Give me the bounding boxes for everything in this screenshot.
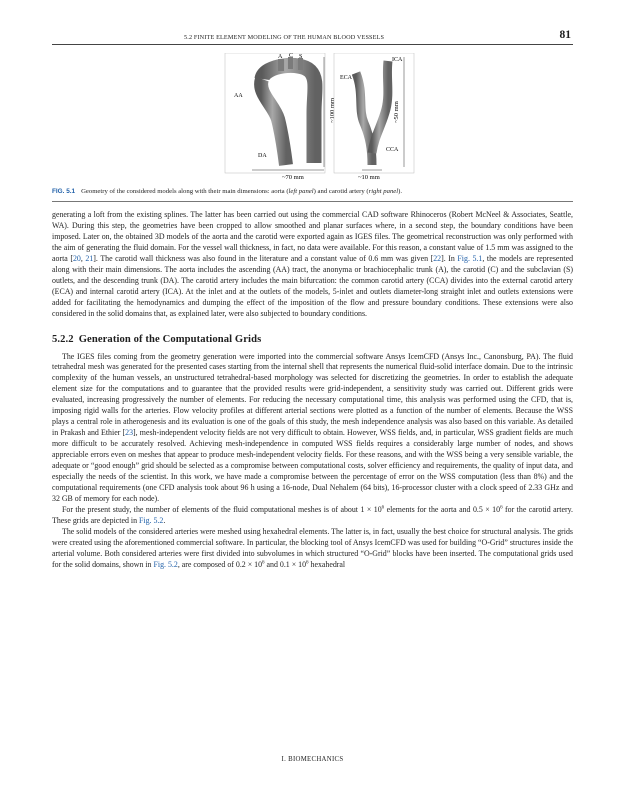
p4-text-c: and 0.1 × 10	[264, 559, 307, 569]
figure-caption	[52, 187, 573, 196]
page-content	[52, 28, 573, 571]
label-ica: ICA	[392, 57, 403, 63]
caption-text	[81, 188, 402, 195]
carotid-width-label: ~10 mm	[358, 174, 380, 181]
p3-text-d: .	[163, 515, 166, 525]
caption-label: FIG. 5.1	[52, 188, 76, 195]
p4-text-b: , are composed of 0.2 × 10	[177, 559, 263, 569]
p2-text-b: ], mesh-independent velocity fields are not very difficult to obtain. However, WSS fields, and, in particular, WSS gradient fields are much more difficult to be accurately resolved. Achieving mesh-independence in computed WSS fields requires a considerably large number of nodes, and shows appreciable errors even on meshes that appear to produce mesh-independent velocity fields. For these reasons, and with the WSS being a very sensible variable, the adequate or “good enough” grid should be selected as a compromise between computational costs, solver efficiency and requirements, the quality of input data, and especially the needs of the scientist. In this work, we have made a compromise between the percentage of error on the WSS computation (less than 8%) and the computational requirements (one CFD analysis took about 96 h using a 16-node, Dual Nehalem (64 bits), 16-processor cluster with a clock speed of 2.33 GHz and 32 GB of memory for each node).	[52, 428, 574, 503]
caption-left-panel: left panel	[288, 188, 314, 195]
section-number: 5.2.2	[52, 333, 74, 345]
p4-exponent-1: 6	[262, 560, 265, 566]
caption-right-panel: right panel	[368, 188, 399, 195]
label-c: C	[289, 53, 294, 59]
figure-5-1	[52, 53, 573, 183]
p1-text-b: ,	[80, 253, 86, 263]
aorta-model	[261, 57, 315, 165]
section-title: Generation of the Computational Grids	[78, 333, 262, 345]
label-s: S	[299, 54, 303, 60]
p3-exponent-2: 6	[500, 505, 503, 511]
paragraph-1	[52, 210, 573, 320]
label-a: A	[278, 54, 283, 60]
paragraph-3	[52, 505, 573, 527]
p2-text-a: The IGES files coming from the geometry generation were imported into the commercial software Ansys IcemCFD (Ansys Inc., Canonsburg, PA). The fluid tetrahedral mesh was generated for the presented cases starting from the internal shell that represents the numerical fluid-solid interface domain. Due to the intrinsic complexity of the human vessels, an unstructured tetrahedral-based morphology was selected for discretizing the geometries. In order to establish the adequate element size for the computations and to guarantee that the provided results were grid-independent, a sensitivity study was carried out. Different grids were evaluated, increasing progressively the number of elements. For reducing the necessary computational time, this analysis was performed using the CFD, that is, imposing rigid walls for the arteries. Flow velocity profiles at different arterial sections were plotted as a function of the number of elements. Because the WSS plays a central role in atherogenesis and its evaluation is one of the goals of this study, the mesh independence analysis was also based on this variable. As detailed in Prakash and Ethier [	[52, 351, 573, 438]
paragraph-2	[52, 352, 573, 505]
p1-text-d: ]. In	[441, 253, 458, 263]
label-aa: AA	[234, 93, 243, 99]
page-number: 81	[559, 29, 571, 41]
p3-text-b: elements for the aorta and 0.5 × 10	[384, 504, 501, 514]
p3-text-c: for the carotid artery. These grids are depicted in	[52, 504, 573, 525]
p1-text-a: generating a loft from the existing splines. The latter has been carried out using the commercial CAD software Rhinoceros (Robert McNeel & Associates, Seattle, WA). During this step, the geometries have been cropped to allow smoothed and planar surfaces where, in a second step, the boundary conditions have been imposed. Later on, the obtained 3D models of the aorta and the carotid were exported again as IGES files. The geometrical reconstruction was only performed with the aim of generating the fluid domain. For the vessel wall thickness, in fact, no data were available. For this reason, a constant value of 1.5 mm was assigned to the aorta [	[52, 210, 573, 263]
aorta-height-label: ~100 mm	[329, 97, 336, 123]
caption-pre: Geometry of the considered models along with their main dimensions: aorta (	[81, 188, 289, 195]
caption-post: ).	[398, 188, 403, 195]
figure-5-1-graphic	[52, 53, 573, 183]
paragraph-4	[52, 527, 573, 571]
label-da: DA	[258, 153, 267, 159]
p4-exponent-2: 6	[306, 560, 309, 566]
fig-link-5-2[interactable]: Fig. 5.2	[138, 515, 164, 525]
ref-link-23[interactable]: 23	[125, 428, 134, 438]
carotid-ica-shape	[372, 61, 388, 153]
fig-link-5-2-second[interactable]: Fig. 5.2	[153, 559, 178, 569]
p3-exponent-1: 6	[381, 505, 385, 511]
running-head	[52, 28, 573, 45]
caption-divider	[52, 201, 573, 202]
p1-text-e: , the models are represented along with their main dimensions. The aorta includes the ascending (AA) tract, the anonyma or brachiocephalic trunk (A), the carotid (C) and the subclavian (S) outlets, and the descending trunk (DA). The carotid artery includes the main bifurcation: the common carotid artery (CCA) divides into the external carotid artery (ECA) and internal carotid artery (ICA). At the inlet and at the outlets of the models, 5-inlet and outlets diameter-long straight inlet and outlets extensions were added for facilitating the hemodynamics and dumping the effect of the imposition of the flow and pressure boundary conditions. These extensions were also considered in the solid domains that, as explained later, were also subjected to boundary conditions.	[52, 253, 574, 318]
ref-link-21[interactable]: 21	[85, 253, 94, 263]
label-cca: CCA	[386, 147, 399, 153]
page-footer: I. BIOMECHANICS	[281, 756, 344, 763]
aorta-brachiocephalic-outlet	[278, 59, 284, 71]
section-heading	[52, 334, 573, 345]
fig-link-5-1[interactable]: Fig. 5.1	[457, 253, 483, 263]
p4-text-d: hexahedral	[308, 559, 346, 569]
p3-text-a: For the present study, the number of elements of the fluid computational meshes is of about 1 × 10	[62, 504, 382, 514]
carotid-model	[356, 61, 388, 165]
aorta-width-label: ~70 mm	[282, 174, 304, 181]
ref-link-20[interactable]: 20	[72, 253, 81, 263]
running-title: 5.2 FINITE ELEMENT MODELING OF THE HUMAN BLOOD VESSELS	[184, 34, 385, 41]
ref-link-22[interactable]: 22	[433, 253, 442, 263]
label-eca: ECA	[340, 75, 352, 81]
p1-text-c: ]. The carotid wall thickness was also found in the literature and a constant value of 0.6 mm was given [	[93, 253, 434, 263]
carotid-height-label: ~50 mm	[393, 101, 400, 123]
caption-mid: ) and carotid artery (	[313, 188, 369, 195]
p4-text-a: The solid models of the considered arteries were meshed using hexahedral elements. The latter is, in fact, usually the best choice for structural analysis. The grids were created using the aforementioned commercial software. In particular, the blocking tool of Ansys IcemCFD was used for building “O-Grid” structures inside the arterial volume. Both considered arteries were first divided into subvolumes in which structured “O-Grid” blocks have been inserted. The computational grids used for the solid domains, shown in	[52, 526, 573, 569]
